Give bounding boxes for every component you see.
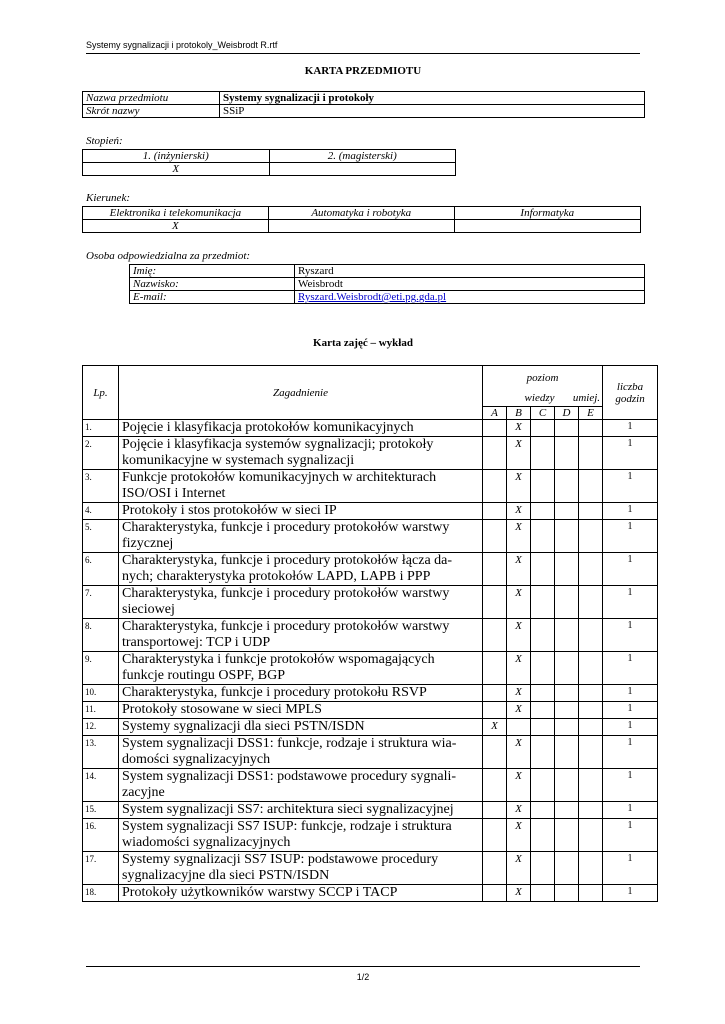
level-C-cell — [531, 520, 555, 553]
row-number: 5. — [83, 520, 119, 553]
row-topic: Charakterystyka, funkcje i procedury protokołu RSVP — [119, 685, 483, 702]
level-C-cell — [531, 819, 555, 852]
lecture-title: Karta zajęć – wykład — [313, 337, 413, 349]
course-abbr-label: Skrót nazwy — [83, 105, 220, 118]
level-E-cell — [579, 685, 603, 702]
col-knowledge-header: wiedzy — [483, 390, 555, 407]
col-hours-header: liczba godzin — [603, 366, 658, 420]
row-hours: 1 — [603, 736, 658, 769]
major-col-3: Informatyka — [454, 207, 640, 220]
person-table — [129, 264, 645, 304]
row-hours: 1 — [603, 819, 658, 852]
degree-label: Stopień: — [86, 135, 123, 147]
last-name-label: Nazwisko: — [130, 278, 295, 291]
level-D-cell — [555, 719, 579, 736]
level-E-cell — [579, 819, 603, 852]
level-A-cell — [483, 885, 507, 902]
row-hours: 1 — [603, 437, 658, 470]
row-hours: 1 — [603, 885, 658, 902]
row-hours: 1 — [603, 685, 658, 702]
level-D-cell — [555, 437, 579, 470]
level-D-cell — [555, 702, 579, 719]
row-topic: Systemy sygnalizacji dla sieci PSTN/ISDN — [119, 719, 483, 736]
row-number: 6. — [83, 553, 119, 586]
level-B-cell: X — [507, 685, 531, 702]
table-row — [83, 819, 658, 852]
level-D-cell — [555, 802, 579, 819]
level-A-cell — [483, 685, 507, 702]
row-topic: Charakterystyka, funkcje i procedury protokołów warstwy fizycznej — [119, 520, 483, 553]
row-number: 14. — [83, 769, 119, 802]
level-B-cell — [507, 719, 531, 736]
level-A-cell — [483, 470, 507, 503]
level-D-cell — [555, 553, 579, 586]
row-hours: 1 — [603, 503, 658, 520]
row-number: 1. — [83, 420, 119, 437]
major-col-2: Automatyka i robotyka — [268, 207, 454, 220]
row-topic: Charakterystyka, funkcje i procedury protokołów warstwy sieciowej — [119, 586, 483, 619]
level-A-cell — [483, 702, 507, 719]
level-A-cell — [483, 852, 507, 885]
degree-mark-1: X — [83, 163, 270, 176]
level-E-cell — [579, 619, 603, 652]
level-C-cell — [531, 685, 555, 702]
table-row — [83, 685, 658, 702]
row-topic: System sygnalizacji DSS1: funkcje, rodzaje i struktura wia-domości sygnalizacyjnych — [119, 736, 483, 769]
level-B-cell: X — [507, 586, 531, 619]
row-topic: System sygnalizacji DSS1: podstawowe procedury sygnali-zacyjne — [119, 769, 483, 802]
course-name-value: Systemy sygnalizacji i protokoły — [220, 92, 645, 105]
course-name-label: Nazwa przedmiotu — [83, 92, 220, 105]
table-row — [83, 420, 658, 437]
level-E-cell — [579, 736, 603, 769]
level-B-cell: X — [507, 652, 531, 685]
level-D-header: D — [555, 407, 579, 420]
lecture-rows — [83, 420, 658, 902]
level-C-cell — [531, 885, 555, 902]
level-E-cell — [579, 885, 603, 902]
first-name-value: Ryszard — [295, 265, 645, 278]
row-number: 11. — [83, 702, 119, 719]
level-A-cell — [483, 437, 507, 470]
degree-col-2: 2. (magisterski) — [269, 150, 456, 163]
degree-table — [82, 149, 456, 176]
row-topic: Funkcje protokołów komunikacyjnych w architekturach ISO/OSI i Internet — [119, 470, 483, 503]
table-row — [83, 553, 658, 586]
level-C-cell — [531, 586, 555, 619]
level-D-cell — [555, 503, 579, 520]
col-skills-header: umiej. — [555, 390, 603, 407]
row-number: 2. — [83, 437, 119, 470]
table-row — [83, 503, 658, 520]
level-D-cell — [555, 420, 579, 437]
major-mark-2 — [268, 220, 454, 233]
level-B-cell: X — [507, 769, 531, 802]
level-C-header: C — [531, 407, 555, 420]
level-B-header: B — [507, 407, 531, 420]
table-row — [83, 702, 658, 719]
row-topic: Systemy sygnalizacji SS7 ISUP: podstawowe procedury sygnalizacyjne dla sieci PSTN/ISDN — [119, 852, 483, 885]
level-A-header: A — [483, 407, 507, 420]
row-number: 12. — [83, 719, 119, 736]
level-D-cell — [555, 885, 579, 902]
row-hours: 1 — [603, 652, 658, 685]
level-E-cell — [579, 503, 603, 520]
row-number: 4. — [83, 503, 119, 520]
major-col-1: Elektronika i telekomunikacja — [83, 207, 269, 220]
level-D-cell — [555, 819, 579, 852]
row-topic: Charakterystyka i funkcje protokołów wspomagających funkcje routingu OSPF, BGP — [119, 652, 483, 685]
row-hours: 1 — [603, 802, 658, 819]
level-B-cell: X — [507, 702, 531, 719]
row-hours: 1 — [603, 852, 658, 885]
level-D-cell — [555, 769, 579, 802]
table-row — [83, 520, 658, 553]
row-number: 17. — [83, 852, 119, 885]
level-B-cell: X — [507, 470, 531, 503]
major-table — [82, 206, 641, 233]
footer-divider — [86, 966, 640, 967]
row-topic: Protokoły i stos protokołów w sieci IP — [119, 503, 483, 520]
table-row — [83, 652, 658, 685]
level-E-cell — [579, 852, 603, 885]
level-A-cell — [483, 802, 507, 819]
table-row — [83, 885, 658, 902]
level-A-cell — [483, 586, 507, 619]
level-E-cell — [579, 470, 603, 503]
row-topic: Charakterystyka, funkcje i procedury protokołów warstwy transportowej: TCP i UDP — [119, 619, 483, 652]
row-number: 3. — [83, 470, 119, 503]
level-E-cell — [579, 702, 603, 719]
level-A-cell: X — [483, 719, 507, 736]
table-row — [83, 736, 658, 769]
level-B-cell: X — [507, 619, 531, 652]
row-hours: 1 — [603, 586, 658, 619]
level-E-cell — [579, 520, 603, 553]
level-D-cell — [555, 736, 579, 769]
level-E-cell — [579, 420, 603, 437]
level-A-cell — [483, 619, 507, 652]
level-D-cell — [555, 685, 579, 702]
row-number: 13. — [83, 736, 119, 769]
table-row — [83, 470, 658, 503]
level-A-cell — [483, 553, 507, 586]
row-topic: System sygnalizacji SS7: architektura sieci sygnalizacyjnej — [119, 802, 483, 819]
table-row — [83, 769, 658, 802]
lecture-table — [82, 365, 658, 902]
level-B-cell: X — [507, 819, 531, 852]
degree-mark-2 — [269, 163, 456, 176]
table-row — [83, 719, 658, 736]
course-abbr-value: SSiP — [220, 105, 645, 118]
level-A-cell — [483, 819, 507, 852]
level-C-cell — [531, 619, 555, 652]
level-D-cell — [555, 852, 579, 885]
level-C-cell — [531, 736, 555, 769]
course-abbr-row — [83, 105, 645, 118]
level-C-cell — [531, 802, 555, 819]
level-A-cell — [483, 652, 507, 685]
row-topic: Protokoły stosowane w sieci MPLS — [119, 702, 483, 719]
row-hours: 1 — [603, 520, 658, 553]
level-A-cell — [483, 420, 507, 437]
row-hours: 1 — [603, 719, 658, 736]
table-row — [83, 619, 658, 652]
row-hours: 1 — [603, 702, 658, 719]
level-C-cell — [531, 719, 555, 736]
course-name-row — [83, 92, 645, 105]
col-lp-header: Lp. — [83, 366, 119, 420]
level-C-cell — [531, 702, 555, 719]
course-table — [82, 91, 645, 118]
level-E-cell — [579, 553, 603, 586]
table-row — [83, 437, 658, 470]
row-topic: Pojęcie i klasyfikacja systemów sygnalizacji; protokoły komunikacyjne w systemach sygnalizacji — [119, 437, 483, 470]
row-number: 9. — [83, 652, 119, 685]
col-topic-header: Zagadnienie — [119, 366, 483, 420]
row-number: 10. — [83, 685, 119, 702]
last-name-value: Weisbrodt — [295, 278, 645, 291]
level-B-cell: X — [507, 503, 531, 520]
col-level-header: poziom — [483, 366, 603, 391]
major-mark-3 — [454, 220, 640, 233]
major-mark-1: X — [83, 220, 269, 233]
level-C-cell — [531, 420, 555, 437]
row-number: 7. — [83, 586, 119, 619]
level-C-cell — [531, 553, 555, 586]
row-number: 15. — [83, 802, 119, 819]
page-number: 1/2 — [356, 972, 370, 982]
row-number: 16. — [83, 819, 119, 852]
first-name-label: Imię: — [130, 265, 295, 278]
level-B-cell: X — [507, 420, 531, 437]
degree-col-1: 1. (inżynierski) — [83, 150, 270, 163]
level-D-cell — [555, 619, 579, 652]
level-B-cell: X — [507, 885, 531, 902]
level-E-cell — [579, 802, 603, 819]
level-B-cell: X — [507, 736, 531, 769]
row-number: 8. — [83, 619, 119, 652]
level-B-cell: X — [507, 437, 531, 470]
row-topic: Charakterystyka, funkcje i procedury protokołów łącza da-nych; charakterystyka protokołów LAPD, LAPB i PPP — [119, 553, 483, 586]
level-B-cell: X — [507, 520, 531, 553]
level-E-cell — [579, 437, 603, 470]
level-B-cell: X — [507, 852, 531, 885]
row-hours: 1 — [603, 553, 658, 586]
level-A-cell — [483, 520, 507, 553]
level-A-cell — [483, 769, 507, 802]
table-row — [83, 586, 658, 619]
person-label: Osoba odpowiedzialna za przedmiot: — [86, 250, 251, 262]
level-D-cell — [555, 520, 579, 553]
row-topic: Pojęcie i klasyfikacja protokołów komunikacyjnych — [119, 420, 483, 437]
major-label: Kierunek: — [86, 192, 130, 204]
table-row — [83, 852, 658, 885]
level-E-cell — [579, 586, 603, 619]
row-hours: 1 — [603, 619, 658, 652]
level-A-cell — [483, 503, 507, 520]
row-hours: 1 — [603, 470, 658, 503]
row-number: 18. — [83, 885, 119, 902]
level-D-cell — [555, 470, 579, 503]
row-topic: Protokoły użytkowników warstwy SCCP i TACP — [119, 885, 483, 902]
level-C-cell — [531, 503, 555, 520]
level-B-cell: X — [507, 802, 531, 819]
email-link[interactable]: Ryszard.Weisbrodt@eti.pg.gda.pl — [298, 291, 447, 303]
level-E-cell — [579, 719, 603, 736]
card-title: KARTA PRZEDMIOTU — [304, 65, 422, 77]
level-E-header: E — [579, 407, 603, 420]
level-E-cell — [579, 769, 603, 802]
document-header: Systemy sygnalizacji i protokoly_Weisbrodt R.rtf — [86, 40, 640, 54]
row-hours: 1 — [603, 420, 658, 437]
level-C-cell — [531, 852, 555, 885]
level-B-cell: X — [507, 553, 531, 586]
level-A-cell — [483, 736, 507, 769]
level-D-cell — [555, 652, 579, 685]
level-C-cell — [531, 652, 555, 685]
level-C-cell — [531, 769, 555, 802]
level-C-cell — [531, 437, 555, 470]
level-C-cell — [531, 470, 555, 503]
level-D-cell — [555, 586, 579, 619]
row-topic: System sygnalizacji SS7 ISUP: funkcje, rodzaje i struktura wiadomości sygnalizacyjnych — [119, 819, 483, 852]
level-E-cell — [579, 652, 603, 685]
table-row — [83, 802, 658, 819]
email-label: E-mail: — [130, 291, 295, 304]
row-hours: 1 — [603, 769, 658, 802]
